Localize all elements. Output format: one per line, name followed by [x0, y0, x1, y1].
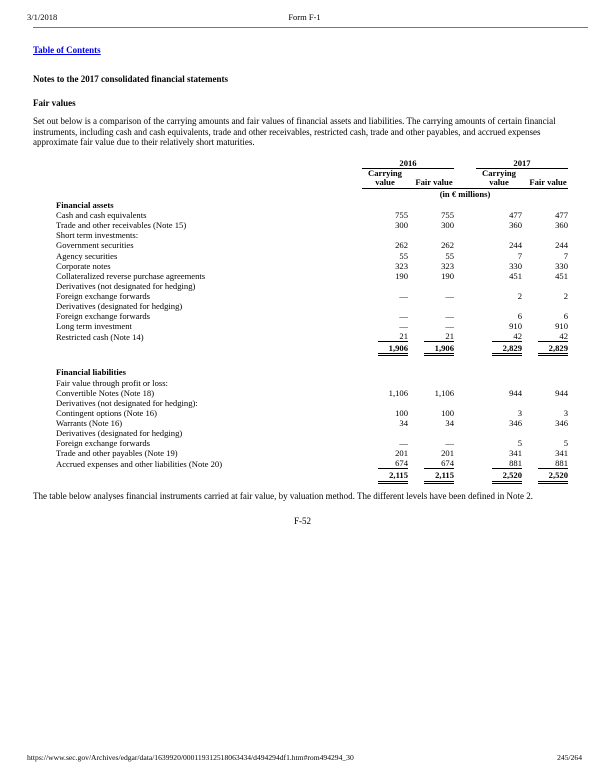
- value-cell: 674: [362, 458, 408, 469]
- table-row: [56, 220, 568, 230]
- fair-values-heading: Fair values: [33, 98, 76, 108]
- row-label: Foreign exchange forwards: [56, 311, 151, 322]
- value-cell: 1,106: [434, 387, 454, 398]
- row-label: Trade and other receivables (Note 15): [56, 220, 187, 231]
- row-label: Financial assets: [56, 200, 114, 211]
- value-cell: 262: [441, 240, 454, 251]
- value-cell: 2: [517, 290, 522, 301]
- table-row: [56, 240, 568, 250]
- value-cell: 190: [395, 270, 408, 281]
- value-cell: 21: [362, 331, 408, 342]
- table-row: [56, 418, 568, 428]
- value-cell: [476, 367, 522, 377]
- value-cell: 6: [563, 311, 568, 322]
- value-cell: 346: [509, 417, 522, 428]
- value-cell: [528, 367, 568, 377]
- value-cell: 341: [555, 448, 568, 459]
- row-label: Warrants (Note 16): [56, 417, 123, 428]
- value-cell: 1,906: [362, 342, 408, 356]
- value-cell: 262: [395, 240, 408, 251]
- value-cell: 42: [528, 331, 568, 342]
- table-row: [56, 291, 568, 301]
- value-cell: [414, 378, 454, 388]
- table-row: [56, 388, 568, 398]
- value-cell: 2,520: [528, 469, 568, 483]
- value-cell: 300: [441, 220, 454, 231]
- table-row: [56, 448, 568, 458]
- value-cell: 2,520: [476, 469, 522, 483]
- value-cell: 881: [528, 458, 568, 469]
- value-cell: 100: [395, 407, 408, 418]
- value-cell: [414, 200, 454, 210]
- value-cell: 55: [445, 250, 454, 261]
- value-cell: 3: [517, 407, 522, 418]
- value-cell: 7: [517, 250, 522, 261]
- value-cell: 190: [441, 270, 454, 281]
- year-2017-header: 2017: [476, 158, 568, 169]
- value-cell: 6: [517, 311, 522, 322]
- fair-values-table-body: [56, 200, 568, 483]
- fair-values-table: [50, 158, 574, 484]
- table-row: [56, 438, 568, 448]
- value-cell: [414, 281, 454, 291]
- value-cell: 34: [399, 417, 408, 428]
- print-date: 3/1/2018: [27, 12, 58, 22]
- value-cell: —: [399, 290, 408, 301]
- value-cell: 1,106: [388, 387, 408, 398]
- table-row: [56, 210, 568, 220]
- table-row: [56, 200, 568, 210]
- value-cell: [362, 428, 408, 438]
- value-cell: —: [399, 311, 408, 322]
- value-cell: 341: [509, 448, 522, 459]
- col-header-carrying-2016: Carrying value: [368, 167, 402, 188]
- value-cell: 881: [476, 458, 522, 469]
- value-cell: 910: [555, 321, 568, 332]
- notes-heading: Notes to the 2017 consolidated financial statements: [33, 74, 228, 84]
- table-row: [56, 378, 568, 388]
- value-cell: 2,829: [528, 342, 568, 356]
- row-label: Collateralized reverse purchase agreements: [56, 270, 206, 281]
- value-cell: [362, 281, 408, 291]
- value-cell: 330: [509, 260, 522, 271]
- value-cell: 2: [563, 290, 568, 301]
- units-row: [56, 188, 568, 200]
- value-cell: 674: [414, 458, 454, 469]
- value-cell: [476, 281, 522, 291]
- value-cell: [528, 301, 568, 311]
- row-label: Convertible Notes (Note 18): [56, 387, 155, 398]
- value-cell: 477: [509, 210, 522, 221]
- row-label: Agency securities: [56, 250, 118, 261]
- row-label: Derivatives (not designated for hedging):: [56, 397, 198, 408]
- table-row: [56, 261, 568, 271]
- value-cell: —: [399, 321, 408, 332]
- table-row: [56, 230, 568, 240]
- row-label: Fair value through profit or loss:: [56, 377, 168, 388]
- row-label: Foreign exchange forwards: [56, 290, 151, 301]
- table-row: [56, 281, 568, 291]
- row-label: Financial liabilities: [56, 367, 126, 378]
- value-cell: 300: [395, 220, 408, 231]
- value-cell: 21: [414, 331, 454, 342]
- row-label: Cash and cash equivalents: [56, 210, 147, 221]
- column-header-row: [56, 169, 568, 188]
- value-cell: [528, 200, 568, 210]
- page-number: F-52: [293, 516, 311, 527]
- value-cell: 42: [476, 331, 522, 342]
- table-row: [56, 251, 568, 261]
- value-cell: 451: [509, 270, 522, 281]
- header-divider: [33, 27, 588, 28]
- print-header: [27, 12, 582, 22]
- value-cell: 944: [555, 387, 568, 398]
- year-2016-header: 2016: [362, 158, 454, 169]
- row-label: Corporate notes: [56, 260, 111, 271]
- row-label: Derivatives (not designated for hedging): [56, 280, 196, 291]
- value-cell: [476, 200, 522, 210]
- value-cell: 100: [441, 407, 454, 418]
- row-label: [56, 469, 356, 483]
- value-cell: [362, 301, 408, 311]
- row-label: Restricted cash (Note 14): [56, 332, 144, 343]
- value-cell: 55: [399, 250, 408, 261]
- value-cell: 2,115: [362, 469, 408, 483]
- value-cell: [476, 230, 522, 240]
- value-cell: 5: [517, 438, 522, 449]
- table-row: [56, 321, 568, 331]
- table-row: [56, 458, 568, 469]
- value-cell: [476, 378, 522, 388]
- table-row: [56, 311, 568, 321]
- value-cell: 201: [441, 448, 454, 459]
- value-cell: [362, 230, 408, 240]
- row-label: Contingent options (Note 16): [56, 407, 157, 418]
- row-label: [56, 342, 356, 356]
- value-cell: 2,829: [476, 342, 522, 356]
- table-of-contents-link[interactable]: Table of Contents: [33, 45, 101, 55]
- value-cell: 7: [563, 250, 568, 261]
- value-cell: 1,906: [414, 342, 454, 356]
- table-row: [56, 331, 568, 342]
- document-content: [33, 40, 572, 526]
- table-row: [56, 398, 568, 408]
- value-cell: 360: [555, 220, 568, 231]
- value-cell: [414, 301, 454, 311]
- value-cell: 360: [509, 220, 522, 231]
- value-cell: —: [445, 321, 454, 332]
- value-cell: 330: [555, 260, 568, 271]
- row-label: Derivatives (designated for hedging): [56, 428, 183, 439]
- value-cell: [414, 428, 454, 438]
- table-row: [56, 469, 568, 483]
- value-cell: 244: [555, 240, 568, 251]
- value-cell: [476, 301, 522, 311]
- value-cell: [414, 230, 454, 240]
- intro-paragraph: Set out below is a comparison of the carrying amounts and fair values of financial assets and liabilities. The carrying amounts of certain financial instruments, including cash and cash equivalents, trade and other receivables, restricted cash, trade and other payables, and accrued expenses approximate fair value due to their relatively short maturities.: [33, 116, 556, 148]
- row-label: Derivatives (designated for hedging): [56, 301, 183, 311]
- value-cell: 244: [509, 240, 522, 251]
- table-row: [56, 301, 568, 311]
- value-cell: [528, 378, 568, 388]
- value-cell: [528, 230, 568, 240]
- value-cell: [414, 398, 454, 408]
- footer-url: https://www.sec.gov/Archives/edgar/data/1639920/000119312518063434/d494294df1.htm#rom494294_30: [27, 753, 354, 762]
- row-label: Government securities: [56, 240, 134, 251]
- col-header-fair-2016: Fair value: [415, 177, 453, 188]
- value-cell: —: [399, 438, 408, 449]
- row-label: Accrued expenses and other liabilities (Note 20): [56, 459, 223, 470]
- value-cell: [528, 398, 568, 408]
- value-cell: —: [445, 290, 454, 301]
- value-cell: 944: [509, 387, 522, 398]
- value-cell: [476, 398, 522, 408]
- value-cell: 910: [509, 321, 522, 332]
- value-cell: 3: [563, 407, 568, 418]
- value-cell: 5: [563, 438, 568, 449]
- value-cell: 477: [555, 210, 568, 221]
- row-label: Trade and other payables (Note 19): [56, 448, 178, 459]
- value-cell: [414, 367, 454, 377]
- value-cell: 201: [395, 448, 408, 459]
- value-cell: [362, 398, 408, 408]
- table-row: [56, 342, 568, 356]
- table-row: [56, 367, 568, 377]
- spacer-row: [56, 356, 568, 367]
- value-cell: —: [445, 438, 454, 449]
- table-row: [56, 408, 568, 418]
- value-cell: [362, 378, 408, 388]
- col-header-carrying-2017: Carrying value: [482, 167, 516, 188]
- print-footer: [27, 753, 582, 762]
- value-cell: 755: [441, 210, 454, 221]
- table-row: [56, 428, 568, 438]
- value-cell: 323: [441, 260, 454, 271]
- value-cell: [362, 200, 408, 210]
- value-cell: 34: [445, 417, 454, 428]
- value-cell: [528, 281, 568, 291]
- units-note: (in € millions): [362, 188, 568, 200]
- col-header-fair-2017: Fair value: [529, 177, 567, 188]
- closing-paragraph: The table below analyses financial instruments carried at fair value, by valuation method. The different levels have been defined in Note 2.: [33, 490, 533, 501]
- row-label: Foreign exchange forwards: [56, 438, 151, 449]
- value-cell: [528, 428, 568, 438]
- value-cell: —: [445, 311, 454, 322]
- row-label: Long term investment: [56, 321, 132, 332]
- value-cell: [476, 428, 522, 438]
- value-cell: [362, 367, 408, 377]
- value-cell: 755: [395, 210, 408, 221]
- footer-page-indicator: 245/264: [557, 753, 582, 762]
- form-title: Form F-1: [288, 12, 321, 22]
- value-cell: 2,115: [414, 469, 454, 483]
- value-cell: 346: [555, 417, 568, 428]
- table-row: [56, 271, 568, 281]
- row-label: Short term investments:: [56, 230, 139, 241]
- value-cell: 323: [395, 260, 408, 271]
- value-cell: 451: [555, 270, 568, 281]
